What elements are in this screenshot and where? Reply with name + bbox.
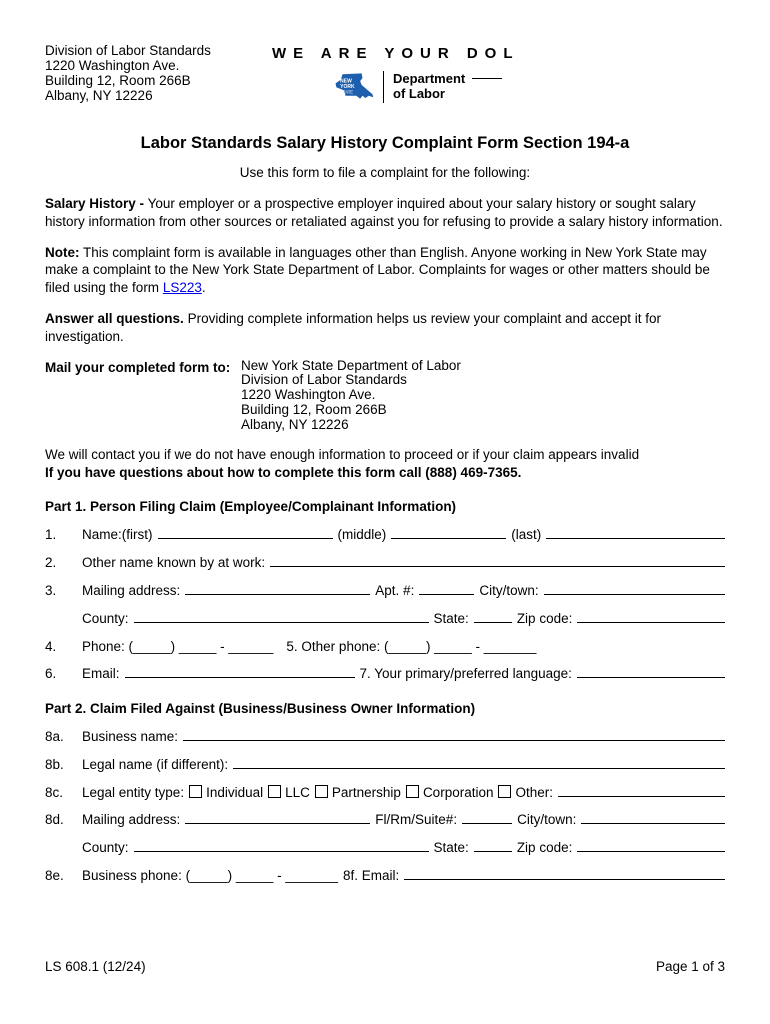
checkbox-other-label: Other:: [515, 784, 553, 800]
note-period: .: [201, 280, 206, 296]
mail-address-line: Division of Labor Standards: [241, 372, 407, 388]
mail-address-line: New York State Department of Labor: [241, 357, 461, 373]
note-label: Note:: [45, 244, 80, 260]
q8d-mailing-row: [45, 811, 725, 829]
q8a-label: Business name:: [82, 728, 179, 744]
address-line: Building 12, Room 266B: [45, 72, 191, 88]
q1-middle-label: (middle): [337, 527, 387, 543]
checkbox-other[interactable]: [498, 785, 511, 798]
q8d-county-label: County:: [82, 840, 129, 856]
q7-language-label: 7. Your primary/preferred language:: [359, 666, 572, 682]
dept-line1: Department: [393, 70, 466, 86]
q6-number: 6.: [45, 666, 57, 682]
q3-zip-label: Zip code:: [516, 610, 573, 626]
q1-last-label: (last): [511, 527, 542, 543]
header: [45, 44, 725, 103]
q8e-q8f-row: [45, 867, 725, 885]
answer-paragraph: [45, 310, 725, 346]
form-number: LS 608.1 (12/24): [45, 959, 146, 975]
business-zip-field[interactable]: [577, 850, 725, 852]
q3-mailing-row: [45, 582, 725, 600]
q6-q7-row: [45, 665, 725, 683]
email-field[interactable]: [125, 676, 355, 678]
salary-history-text: Your employer or a prospective employer inquired about your salary history or sought salary history information from other sources or retaliated against you for refusing to provide a salary history information.: [45, 195, 723, 229]
q5-other-phone-label: 5. Other phone: (_____) _____ - _______: [286, 638, 537, 654]
business-city-field[interactable]: [581, 822, 725, 824]
business-email-field[interactable]: [404, 878, 725, 880]
agency-address: [45, 44, 272, 103]
q3-apt-label: Apt. #:: [375, 582, 415, 598]
q1-first-label: Name:(first): [82, 527, 153, 543]
q8d-suite-label: Fl/Rm/Suite#:: [375, 812, 458, 828]
mail-address: [241, 359, 461, 433]
contact-note: [45, 446, 725, 482]
q3-city-label: City/town:: [479, 582, 539, 598]
county-field[interactable]: [134, 621, 429, 623]
q4-q5-phone-row: [45, 638, 725, 656]
dol-brand: [272, 44, 520, 103]
entity-option-partnership: [315, 784, 401, 802]
q8d-zip-label: Zip code:: [516, 840, 573, 856]
q8d-county-row: [45, 839, 725, 857]
q8e-number: 8e.: [45, 868, 64, 884]
entity-option-llc: [268, 784, 310, 802]
q8c-label: Legal entity type:: [82, 784, 185, 800]
salary-history-paragraph: [45, 195, 725, 231]
checkbox-individual-label: Individual: [206, 784, 264, 800]
business-mailing-address-field[interactable]: [185, 822, 370, 824]
svg-text:NEW: NEW: [340, 78, 352, 85]
q2-number: 2.: [45, 555, 57, 571]
business-name-field[interactable]: [183, 739, 725, 741]
answer-label: Answer all questions.: [45, 311, 184, 327]
checkbox-corporation[interactable]: [406, 785, 419, 798]
logo-divider: [383, 71, 384, 103]
q8e-phone-label: Business phone: (_____) _____ - _______: [82, 868, 338, 884]
mail-label: Mail your completed form to:: [45, 359, 231, 375]
q6-email-label: Email:: [82, 666, 120, 682]
business-state-field[interactable]: [474, 850, 512, 852]
logo-rule: [472, 78, 502, 79]
q8d-number: 8d.: [45, 812, 64, 828]
business-county-field[interactable]: [134, 850, 429, 852]
q2-other-name-row: [45, 554, 725, 572]
nys-dol-logo: [334, 71, 520, 103]
page-indicator: Page 1 of 3: [655, 959, 725, 975]
ny-state-icon: [334, 71, 374, 102]
q8d-label: Mailing address:: [82, 812, 181, 828]
svg-text:YORK: YORK: [340, 84, 355, 91]
form-title: Labor Standards Salary History Complaint Form Section 194-a: [140, 134, 630, 153]
name-first-field[interactable]: [158, 537, 333, 539]
q8b-number: 8b.: [45, 756, 64, 772]
checkbox-llc-label: LLC: [285, 784, 310, 800]
q8f-email-label: 8f. Email:: [342, 868, 400, 884]
q4-number: 4.: [45, 638, 57, 654]
checkbox-individual[interactable]: [189, 785, 202, 798]
q2-label: Other name known by at work:: [82, 555, 266, 571]
zip-field[interactable]: [577, 621, 725, 623]
q3-state-label: State:: [433, 610, 469, 626]
part1-heading: Part 1. Person Filing Claim (Employee/Complainant Information): [45, 499, 457, 515]
svg-text:STATE: STATE: [340, 89, 354, 95]
mail-address-line: Albany, NY 12226: [241, 417, 349, 433]
questions-line: If you have questions about how to complete this form call (888) 469-7365.: [45, 464, 522, 480]
other-entity-field[interactable]: [558, 795, 725, 797]
part2-heading: Part 2. Claim Filed Against (Business/Business Owner Information): [45, 701, 476, 717]
q1-number: 1.: [45, 527, 57, 543]
address-line: 1220 Washington Ave.: [45, 57, 180, 73]
q8b-legal-name-row: [45, 756, 725, 774]
ls223-link[interactable]: LS223: [162, 280, 202, 296]
q1-name-row: [45, 526, 725, 544]
entity-option-individual: [189, 784, 263, 802]
entity-option-corporation: [406, 784, 494, 802]
salary-history-label: Salary History -: [45, 195, 145, 211]
checkbox-partnership-label: Partnership: [331, 784, 401, 800]
form-subtitle: Use this form to file a complaint for the following:: [239, 165, 531, 181]
checkbox-corporation-label: Corporation: [422, 784, 494, 800]
name-last-field[interactable]: [546, 537, 725, 539]
dol-logo-text: [393, 72, 502, 102]
language-field[interactable]: [577, 676, 725, 678]
q8b-label: Legal name (if different):: [82, 756, 229, 772]
q8a-business-name-row: [45, 728, 725, 746]
q8c-entity-type-row: [45, 784, 725, 802]
name-middle-field[interactable]: [391, 537, 506, 539]
address-line: Albany, NY 12226: [45, 87, 153, 103]
banner-text: WE ARE YOUR DOL: [272, 45, 520, 62]
dept-line2: of Labor: [393, 85, 445, 101]
suite-field[interactable]: [462, 822, 512, 824]
mailing-address-field[interactable]: [185, 593, 370, 595]
q3-county-label: County:: [82, 610, 129, 626]
q8d-state-label: State:: [433, 840, 469, 856]
mail-section: [45, 359, 725, 433]
note-paragraph: [45, 244, 725, 297]
q8c-number: 8c.: [45, 784, 64, 800]
answer-text: Providing complete information helps us review your complaint and accept it for investigation.: [45, 311, 662, 344]
legal-name-field[interactable]: [233, 767, 725, 769]
entity-option-other: [498, 784, 553, 802]
q4-phone-label: Phone: (_____) _____ - ______: [82, 638, 274, 654]
mail-address-line: 1220 Washington Ave.: [241, 387, 376, 403]
mail-address-line: Building 12, Room 266B: [241, 402, 387, 418]
q8d-city-label: City/town:: [517, 812, 577, 828]
other-name-field[interactable]: [270, 565, 725, 567]
q3-label: Mailing address:: [82, 582, 181, 598]
apt-field[interactable]: [419, 593, 474, 595]
note-text: This complaint form is available in languages other than English. Anyone working in New York State may make a complaint to the New York State Department of Labor. Complaints for wages or other matters should be filed using the form: [45, 244, 710, 296]
q3-number: 3.: [45, 582, 57, 598]
checkbox-llc[interactable]: [268, 785, 281, 798]
state-field[interactable]: [474, 621, 512, 623]
page-footer: [45, 958, 725, 976]
q3-county-row: [45, 610, 725, 628]
city-field[interactable]: [544, 593, 725, 595]
contact-line: We will contact you if we do not have enough information to proceed or if your claim appears invalid: [45, 446, 640, 462]
checkbox-partnership[interactable]: [315, 785, 328, 798]
address-line: Division of Labor Standards: [45, 43, 211, 58]
q8a-number: 8a.: [45, 728, 64, 744]
